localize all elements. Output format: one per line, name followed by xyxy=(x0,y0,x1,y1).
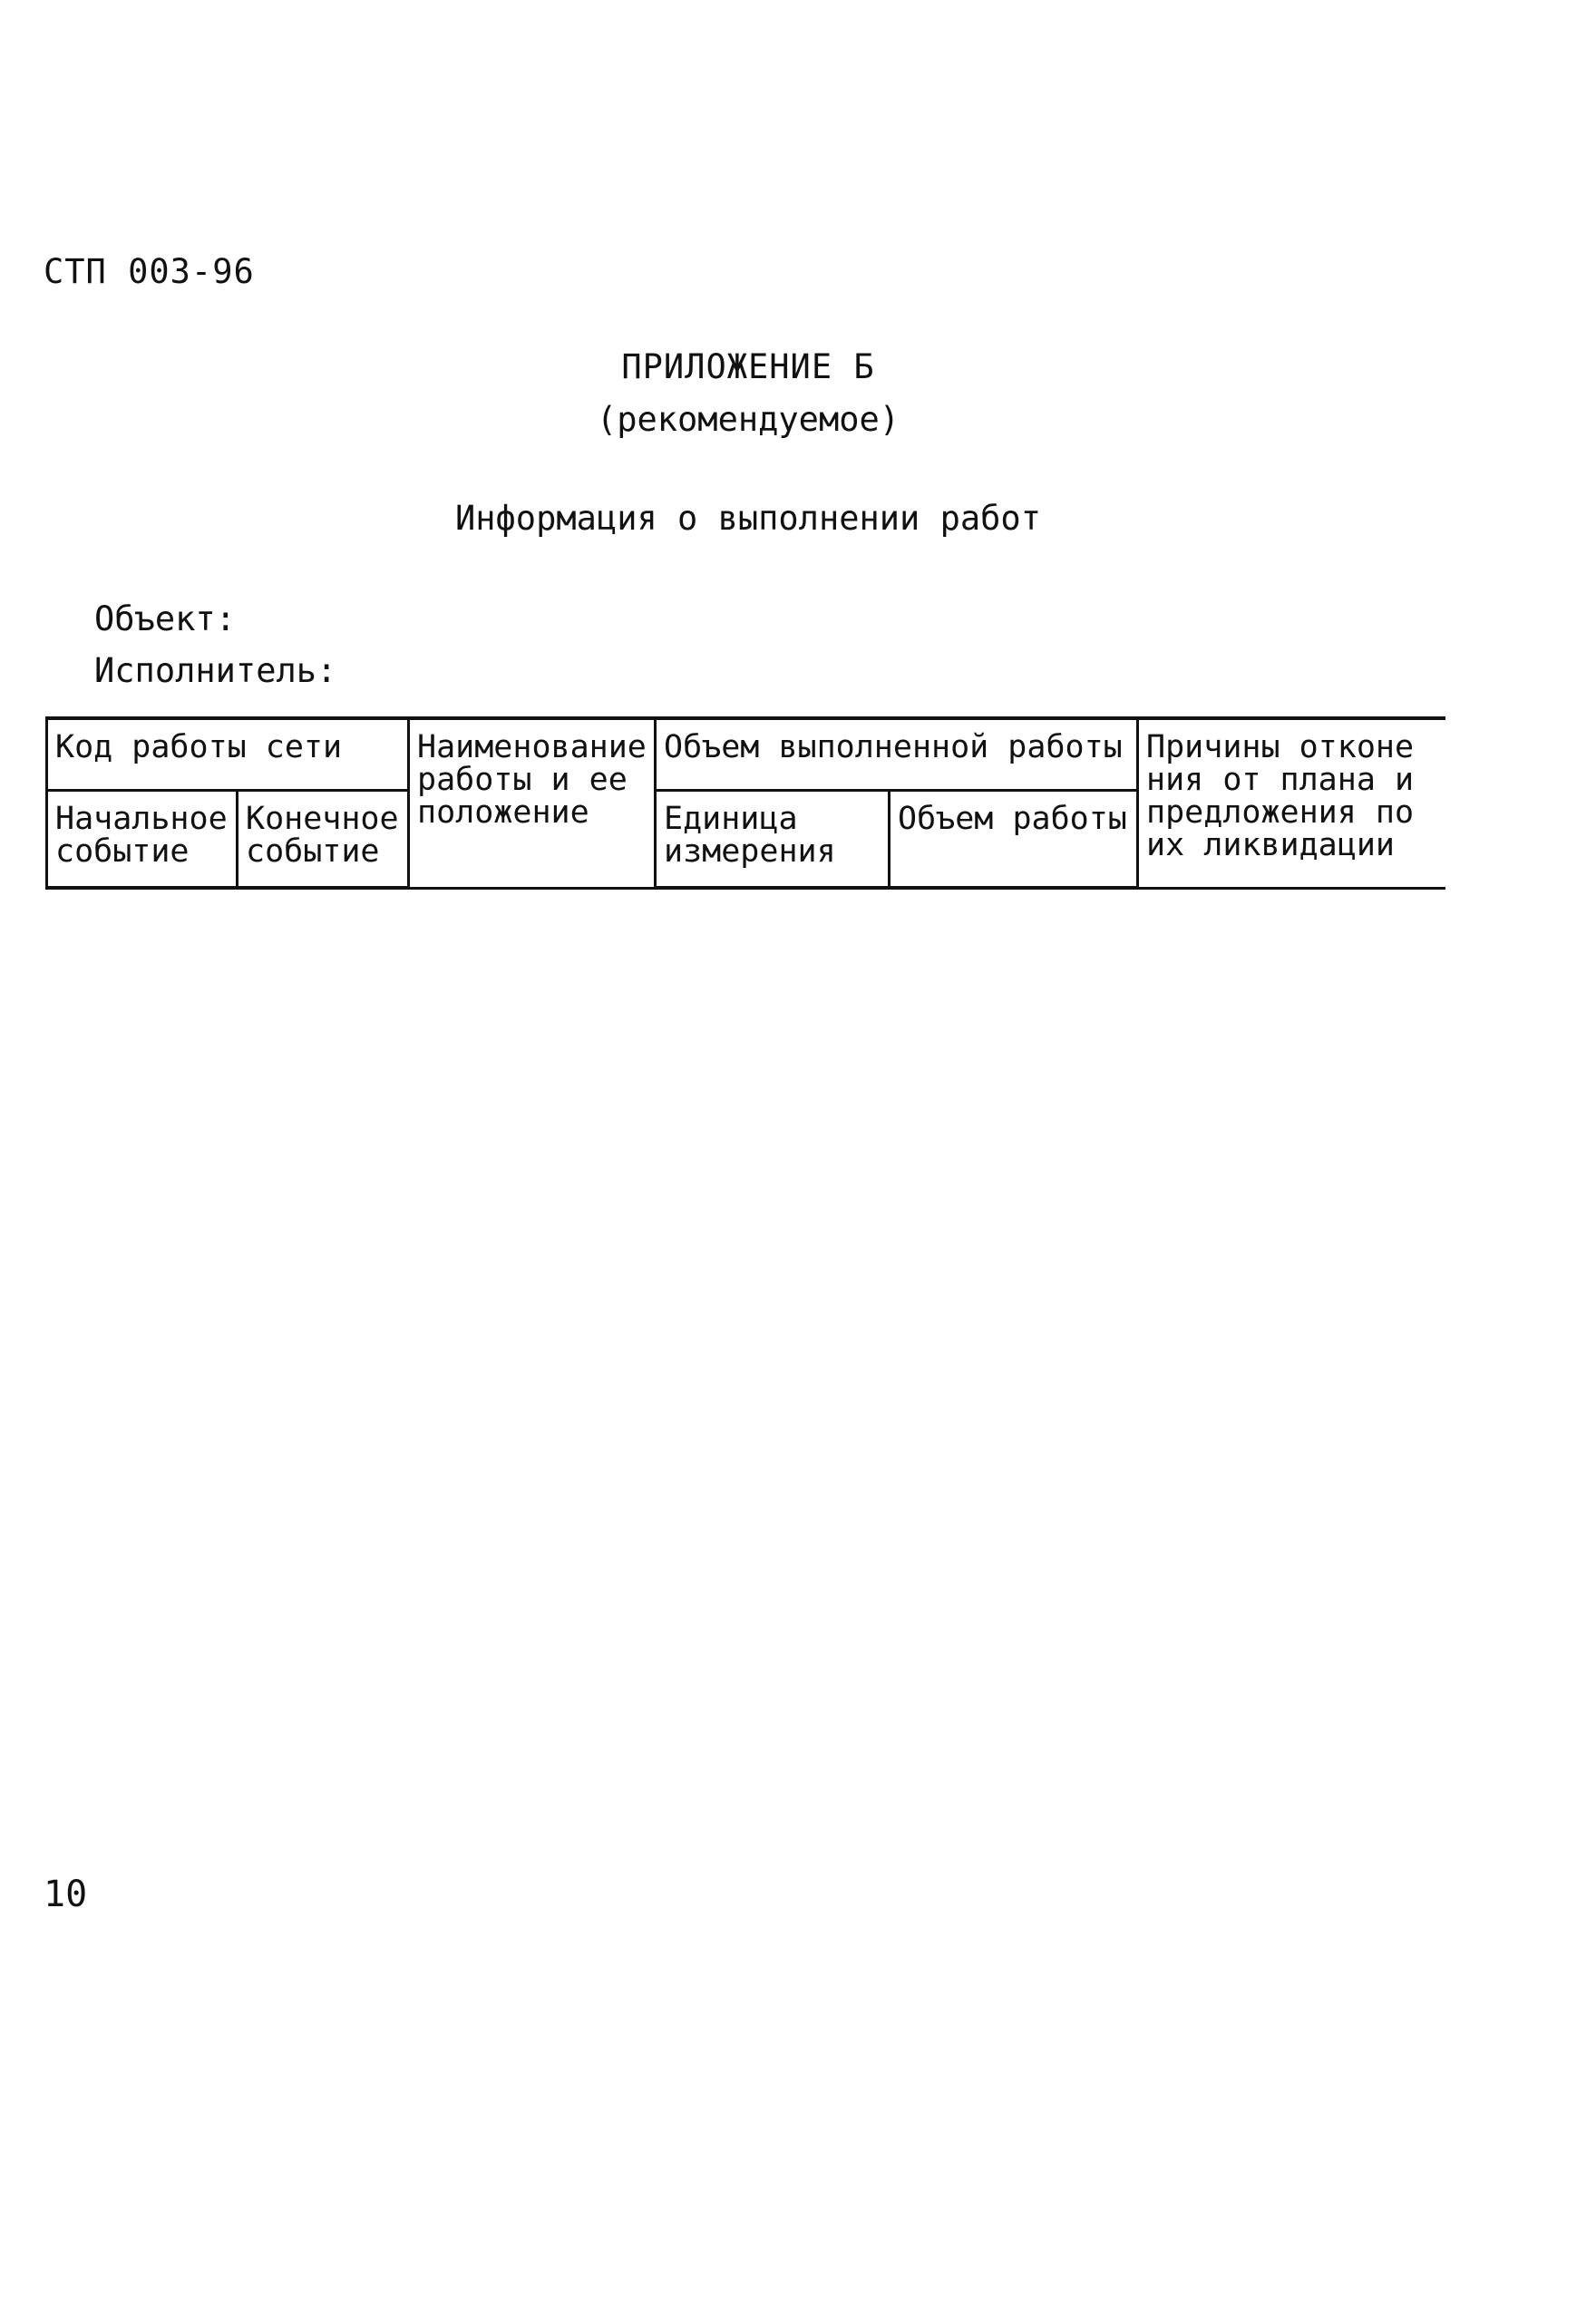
executor-field-label: Исполнитель: xyxy=(94,651,337,690)
volume-value-header: Объем работы xyxy=(890,791,1138,889)
start-event-header: Начальное событие xyxy=(47,791,238,889)
work-name-header: Наименование работы и ее положение xyxy=(409,718,656,888)
work-info-table xyxy=(45,716,1445,890)
object-field-label: Объект: xyxy=(94,599,236,638)
page-number: 10 xyxy=(44,1874,88,1915)
reasons-header: Причины отконе ния от плана и предложения по их ликвидации xyxy=(1138,718,1445,888)
network-code-header: Код работы сети xyxy=(47,718,409,791)
volume-header: Объем выполненной работы xyxy=(656,718,1138,791)
end-event-header: Конечное событие xyxy=(238,791,409,889)
appendix-subtitle: (рекомендуемое) xyxy=(596,400,900,439)
document-code: СТП 003-96 xyxy=(44,252,255,291)
table-header-row-top xyxy=(47,718,1445,791)
section-title: Информация о выполнении работ xyxy=(454,499,1041,538)
unit-header: Единица измерения xyxy=(656,791,890,889)
appendix-title: ПРИЛОЖЕНИЕ Б xyxy=(621,347,875,386)
